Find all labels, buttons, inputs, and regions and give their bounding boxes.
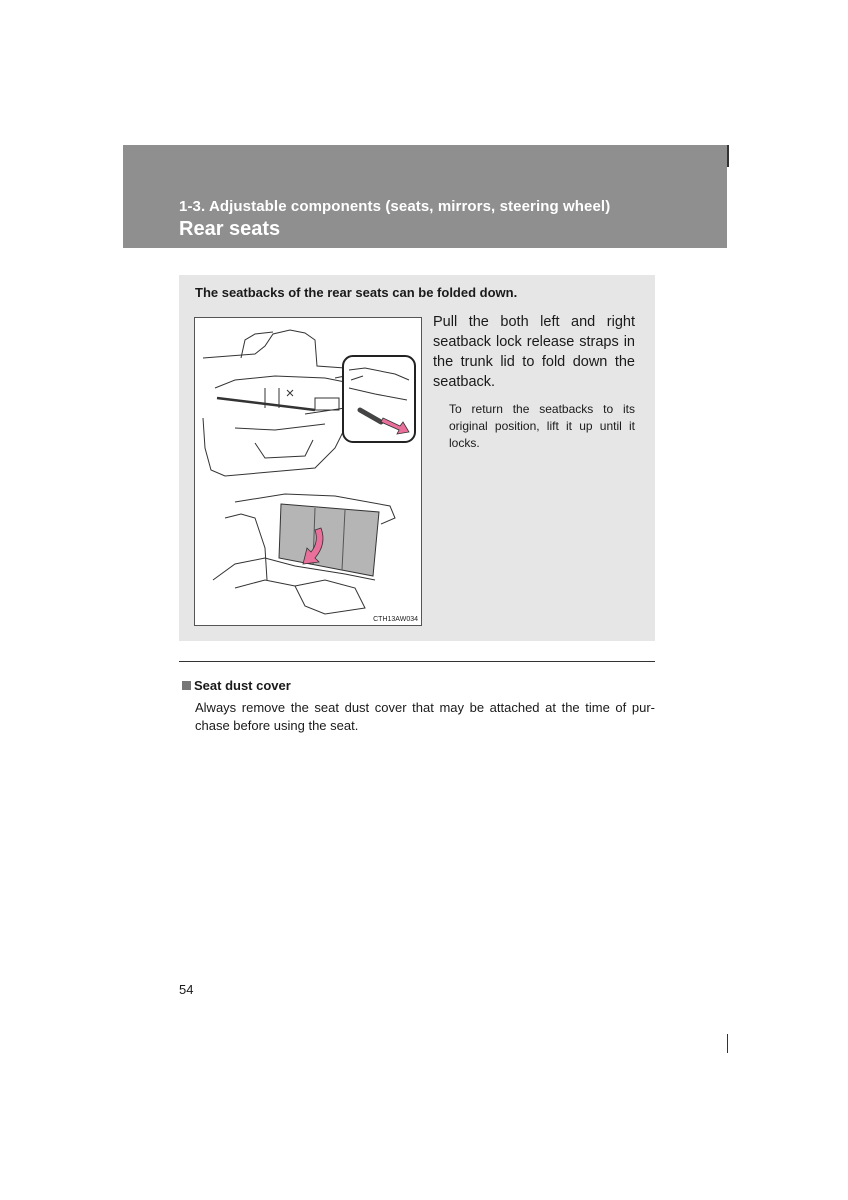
page-title: Rear seats <box>179 218 281 240</box>
page-number: 54 <box>179 982 194 997</box>
dust-cover-text: Always remove the seat dust cover that may be attached at the time of pur-chase before using the seat. <box>195 700 655 733</box>
dust-cover-heading <box>182 678 291 693</box>
header-edge-mark <box>727 145 729 167</box>
illustration-drawing <box>195 318 421 625</box>
note-text: To return the seatbacks to its original position, lift it up until it locks. <box>449 402 635 450</box>
instruction-text: Pull the both left and right seatback lock release straps in the trunk lid to fold down the seatback. <box>433 314 635 390</box>
section-divider <box>179 661 655 662</box>
dust-cover-title: Seat dust cover <box>194 678 291 693</box>
release-strap <box>217 398 315 410</box>
box-heading: The seatbacks of the rear seats can be folded down. <box>195 285 518 300</box>
section-label: 1-3. Adjustable components (seats, mirrors, steering wheel) <box>179 198 611 215</box>
instruction-box <box>179 275 655 641</box>
seatback-panel <box>279 504 379 576</box>
side-edge-mark <box>727 1034 728 1053</box>
rear-seat-illustration <box>194 317 422 626</box>
trunk-lid-outline <box>203 330 345 368</box>
square-bullet-icon <box>182 681 191 690</box>
figure-code: CTH13AW034 <box>373 616 418 623</box>
